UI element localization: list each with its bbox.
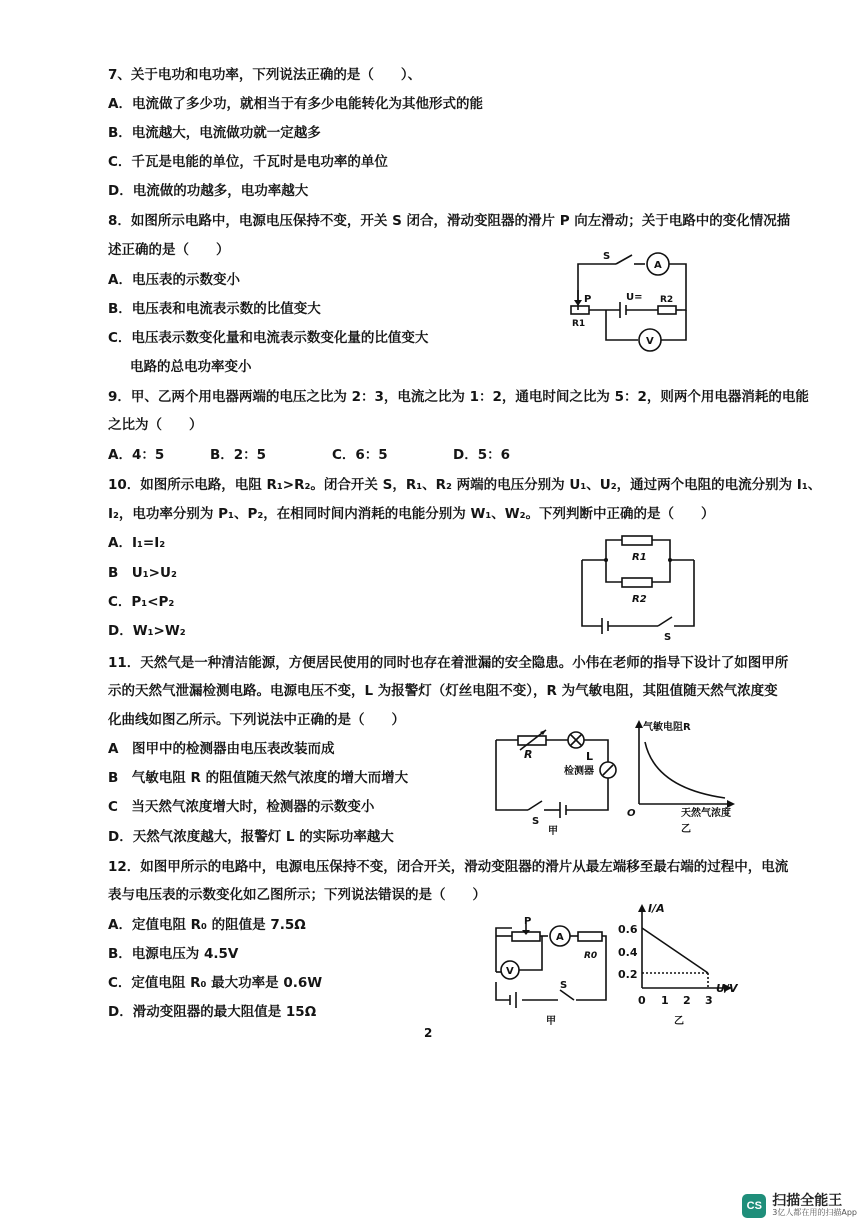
resistor-r2-label: R2 xyxy=(660,295,674,305)
q12-stem-line2: 表与电压表的示数变化如乙图所示；下列说法错误的是（ ） xyxy=(108,887,486,903)
q9-stem-line2: 之比为（ ） xyxy=(108,417,203,433)
y-tick-0.4: 0.4 xyxy=(618,946,638,959)
q7-option-b: B．电流越大，电流做功就一定越多 xyxy=(108,125,321,141)
figure-yi-caption: 乙 xyxy=(681,824,691,835)
q8-stem-line2: 述正确的是（ ） xyxy=(108,242,230,258)
q7-option-d: D．电流做的功越多，电功率越大 xyxy=(108,183,309,199)
figure-yi-caption: 乙 xyxy=(674,1016,684,1027)
q8-stem-line1: 8．如图所示电路中，电源电压保持不变，开关 S 闭合，滑动变阻器的滑片 P 向左滑动；关于电路中的变化情况描 xyxy=(108,213,791,229)
q7-stem: 7、关于电功和电功率，下列说法正确的是（ ）、 xyxy=(108,67,422,83)
rheostat-r1-label: R1 xyxy=(572,319,586,329)
q10-option-b: B U₁>U₂ xyxy=(108,565,177,581)
page-number: 2 xyxy=(424,1026,433,1040)
q12-option-b: B．电源电压为 4.5V xyxy=(108,946,239,962)
graph-y-axis-label: I/A xyxy=(648,902,665,915)
q9-stem-line1: 9．甲、乙两个用电器两端的电压之比为 2：3，电流之比为 1：2，通电时间之比为 5：2，则两个用电器消耗的电能 xyxy=(108,389,809,405)
ammeter-label: A xyxy=(556,932,564,943)
graph-y-axis-label: 气敏电阻R xyxy=(643,722,691,733)
x-tick-3: 3 xyxy=(705,994,713,1007)
gas-resistor-r-label: R xyxy=(524,748,533,761)
q8-option-d: 电路的总电功率变小 xyxy=(130,359,252,375)
q12-stem-line1: 12．如图甲所示的电路中，电源电压保持不变，闭合开关，滑动变阻器的滑片从最左端移至最右端的过程中，电流 xyxy=(108,859,789,875)
resistor-r1-label: R1 xyxy=(632,552,647,563)
slider-p-label: P xyxy=(584,294,592,305)
graph-origin-label: O xyxy=(627,808,636,819)
source-u-label: U= xyxy=(626,292,643,303)
q9-option-d: D．5：6 xyxy=(453,447,510,463)
q12-circuit-jia xyxy=(490,918,615,1028)
q10-option-d: D．W₁>W₂ xyxy=(108,623,186,639)
switch-s-label: S xyxy=(532,816,540,827)
switch-s-label: S xyxy=(560,980,568,991)
q11-stem-line2: 示的天然气泄漏检测电路。电源电压不变，L 为报警灯（灯丝电阻不变），R 为气敏电阻，其阻值随天然气浓度变 xyxy=(108,683,778,699)
q12-option-c: C．定值电阻 R₀ 最大功率是 0.6W xyxy=(108,975,323,991)
q10-circuit-diagram xyxy=(578,530,698,642)
voltmeter-label: V xyxy=(506,966,514,977)
figure-jia-caption: 甲 xyxy=(546,1016,556,1027)
q7-option-a: A．电流做了多少功，就相当于有多少电能转化为其他形式的能 xyxy=(108,96,483,112)
q8-circuit-diagram xyxy=(570,248,700,358)
ammeter-label: A xyxy=(654,260,662,271)
watermark-app-name: 扫描全能王 xyxy=(772,1192,843,1209)
q9-option-b: B．2：5 xyxy=(210,447,267,463)
q11-option-b: B 气敏电阻 R 的阻值随天然气浓度的增大而增大 xyxy=(108,770,409,786)
q12-option-d: D．滑动变阻器的最大阻值是 15Ω xyxy=(108,1004,317,1020)
slider-p-label: P xyxy=(524,916,532,927)
q11-stem-line1: 11．天然气是一种清洁能源，方便居民使用的同时也存在着泄漏的安全隐患。小伟在老师的指导下设计了如图甲所 xyxy=(108,655,789,671)
figure-jia-caption: 甲 xyxy=(548,826,558,837)
resistor-r0-label: R0 xyxy=(584,951,598,961)
detector-label: 检测器 xyxy=(564,766,594,777)
graph-origin-label: 0 xyxy=(638,994,646,1007)
q8-option-a: A．电压表的示数变小 xyxy=(108,272,240,288)
switch-s-label: S xyxy=(603,251,611,262)
q11-graph-yi xyxy=(625,718,745,836)
graph-x-axis-label: U/V xyxy=(716,982,738,995)
x-tick-2: 2 xyxy=(683,994,691,1007)
q10-option-c: C．P₁<P₂ xyxy=(108,594,175,610)
scanner-watermark xyxy=(742,1194,857,1218)
q12-option-a: A．定值电阻 R₀ 的阻值是 7.5Ω xyxy=(108,917,306,933)
lamp-l-label: L xyxy=(586,750,594,763)
x-tick-1: 1 xyxy=(661,994,669,1007)
q11-stem-line3: 化曲线如图乙所示。下列说法中正确的是（ ） xyxy=(108,712,405,728)
q7-option-c: C．千瓦是电能的单位，千瓦时是电功率的单位 xyxy=(108,154,388,170)
q11-circuit-jia xyxy=(490,726,620,836)
y-tick-0.2: 0.2 xyxy=(618,968,638,981)
switch-s-label: S xyxy=(664,632,672,643)
q10-option-a: A．I₁=I₂ xyxy=(108,535,166,551)
q9-option-c: C．6：5 xyxy=(332,447,388,463)
cs-logo-icon: CS xyxy=(742,1194,766,1218)
graph-x-axis-label: 天然气浓度 xyxy=(681,808,731,819)
q12-graph-yi xyxy=(618,900,743,1028)
q8-option-b: B．电压表和电流表示数的比值变大 xyxy=(108,301,321,317)
q8-option-c: C．电压表示数变化量和电流表示数变化量的比值变大 xyxy=(108,330,429,346)
q11-option-d: D．天然气浓度越大，报警灯 L 的实际功率越大 xyxy=(108,829,394,845)
q10-stem-line2: I₂，电功率分别为 P₁、P₂，在相同时间内消耗的电能分别为 W₁、W₂。下列判断中正确的是（ ） xyxy=(108,506,715,522)
watermark-tagline: 3亿人都在用的扫描App xyxy=(772,1208,857,1218)
voltmeter-label: V xyxy=(646,336,654,347)
resistor-r2-label: R2 xyxy=(632,594,647,605)
q11-option-c: C 当天然气浓度增大时，检测器的示数变小 xyxy=(108,799,375,815)
q10-stem-line1: 10．如图所示电路，电阻 R₁>R₂。闭合开关 S，R₁、R₂ 两端的电压分别为 U₁、U₂，通过两个电阻的电流分别为 I₁、 xyxy=(108,477,822,493)
y-tick-0.6: 0.6 xyxy=(618,923,638,936)
q9-option-a: A．4：5 xyxy=(108,447,165,463)
q11-option-a: A 图甲中的检测器由电压表改装而成 xyxy=(108,741,335,757)
